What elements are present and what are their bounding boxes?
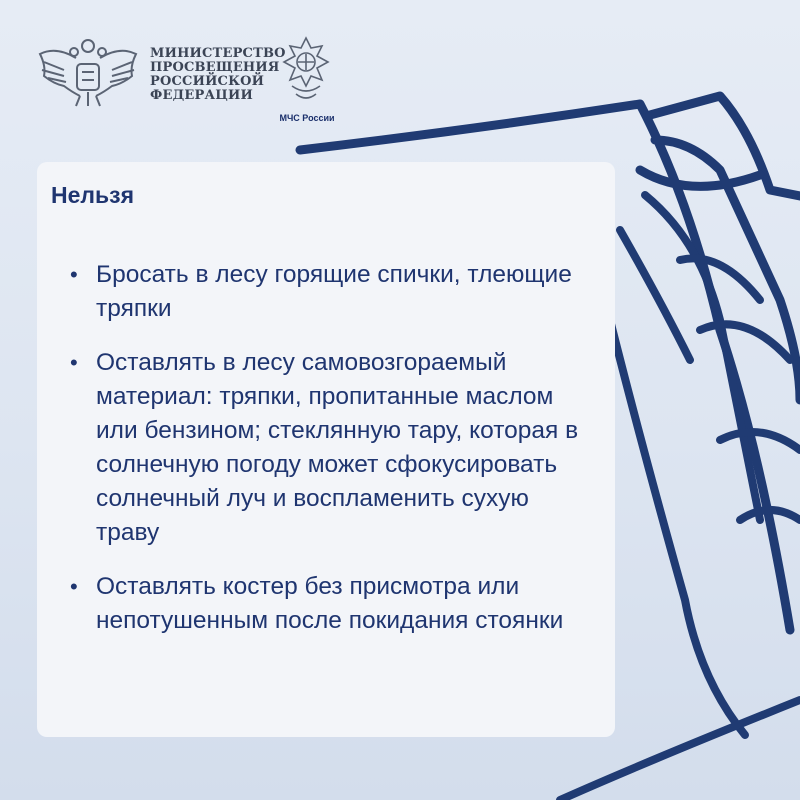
double-headed-eagle-icon: [36, 36, 140, 108]
list-item: • Оставлять костер без присмотра или непотушенным после покидания стоянки: [96, 570, 596, 638]
mchs-star-icon: [282, 36, 330, 112]
ministry-name: [150, 47, 290, 103]
rules-card: [37, 162, 615, 737]
card-title: Нельзя: [51, 182, 135, 208]
mchs-label: МЧС России: [279, 113, 335, 123]
rules-list: [96, 258, 596, 658]
ministry-line-3: РОССИЙСКОЙ: [150, 74, 265, 89]
ministry-line-2: ПРОСВЕЩЕНИЯ: [150, 60, 280, 75]
ministry-line-4: ФЕДЕРАЦИИ: [150, 88, 254, 103]
ministry-line-1: МИНИСТЕРСТВО: [150, 46, 286, 61]
list-item: • Бросать в лесу горящие спички, тлеющие тряпки: [96, 258, 596, 326]
list-item: • Оставлять в лесу самовозгораемый материал: тряпки, пропитанные маслом или бензином; стеклянную тару, которая в солнечную погоду может сфокусировать солнечный луч и воспламенить сухую траву: [96, 346, 596, 550]
